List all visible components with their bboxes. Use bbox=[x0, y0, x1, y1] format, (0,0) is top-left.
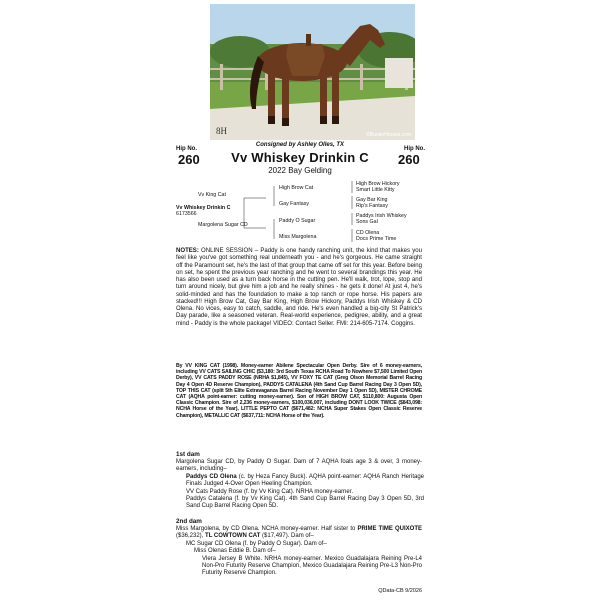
horse-name: Vv Whiskey Drinkin C bbox=[231, 150, 369, 165]
hip-number-right: 260 bbox=[398, 152, 420, 167]
photo-credit: ©BusterHorses.com bbox=[366, 132, 411, 138]
pedigree-g3-6: Sons Gal bbox=[356, 219, 378, 225]
second-dam-line-2: MC Sugar CD Olena (f. by Paddy O Sugar). Dam of– bbox=[186, 541, 327, 547]
pedigree-sire: Vv King Cat bbox=[198, 192, 226, 198]
consigned-by: Consigned by Ashley Olles, TX bbox=[255, 142, 345, 148]
notes-text: ONLINE SESSION – Paddy is one handy ranching unit, the kind that makes you feel like you've got something real underneath you - and he's gorgeous. He came straight off the Paramount set, he's the last of that group that came off set for this year. Before being on set, he spent the previous year ranching and he went to several brandings this year. He has also been used as a turn back horse in the cutting pen. He'll walk, trot, lope, stop and turn around nicely, but give him a job and he really shines - he gets it done! At just 4, he's solid-minded and has the foundation to make a top ranch or rope horse. His papers are stacked!!! High Brow Cat, Gay Bar King, High Brow Hickory, Paddys Irish Whiskey & CD Olena. No vices, easy to catch, saddle, and ride. He's even handled a big-city St Patrick's Day parade, like a seasoned veteran. Real-world experience, pedigree, ability, and a great mind - Paddy is the whole package! VIDEO: Contact Seller. FMI: 214-605-7174. Coggins. bbox=[176, 248, 422, 327]
pedigree-reg-number: 6173566 bbox=[176, 211, 197, 217]
pedigree-g3-5: Paddys Irish Whiskey bbox=[356, 213, 407, 219]
pedigree-g3-2: Smart Little Kitty bbox=[356, 187, 395, 193]
first-dam-intro: Margolena Sugar CD, by Paddy O Sugar. Dam of 7 AQHA foals age 3 & over, 3 money-earners, including– bbox=[176, 459, 422, 473]
first-dam-title: 1st dam bbox=[176, 451, 200, 458]
pedigree-sire-sire: High Brow Cat bbox=[279, 185, 314, 191]
brand-mark: 8H bbox=[216, 126, 227, 136]
pedigree-dam-dam: Miss Margolena bbox=[279, 234, 317, 240]
first-dam-entry-2: VV Cats Paddy Rose (f. by Vv King Cat). NRHA money-earner. bbox=[186, 489, 354, 495]
pedigree-g3-7: CD Olena bbox=[356, 230, 380, 236]
notes-paragraph bbox=[176, 248, 422, 328]
pedigree-g3-1: High Brow Hickory bbox=[356, 181, 400, 187]
pedigree-lines bbox=[0, 0, 600, 250]
pedigree-g3-4: Rip's Fantasy bbox=[356, 203, 388, 209]
hip-label-left: Hip No. bbox=[176, 146, 197, 152]
pedigree-dam: Margolena Sugar CD bbox=[198, 222, 248, 228]
first-dam-entry-1: Paddys CD Olena (c. by Heza Fancy Buck). AQHA point-earner: AQHA Ranch Heritage Finals Judged 4-Over Open Heeling Champion. bbox=[186, 474, 425, 488]
pedigree-g3-3: Gay Bar King bbox=[356, 197, 388, 203]
second-dam-line-3: Miss Olenas Eddie B. Dam of– bbox=[194, 548, 276, 554]
pedigree-g3-8: Docs Prime Time bbox=[356, 236, 397, 242]
second-dam-line-4: Vlera Jersey B White. NRHA money-earner. Mexico Guadalajara Reining Pre-L4 Non-Pro Futurity Reserve Champion, Mexico Guadalajara Reining Pre-L3 Non-Pro Futurity Reserve Champion. bbox=[202, 556, 422, 577]
second-dam-title: 2nd dam bbox=[176, 518, 202, 525]
second-dam-intro: Miss Margolena, by CD Olena. NCHA money-earner. Half sister to PRIME TIME QUIXOTE ($36,232), TL COWTOWN CAT ($17,497). Dam of– bbox=[176, 526, 422, 540]
pedigree-sire-dam: Gay Fantasy bbox=[279, 201, 310, 207]
notes-label: NOTES: bbox=[176, 248, 199, 254]
pedigree-dam-sire: Paddy O Sugar bbox=[279, 218, 316, 224]
pedigree-subject: Vv Whiskey Drinkin C bbox=[176, 205, 231, 211]
hip-label-right: Hip No. bbox=[404, 146, 425, 152]
footer-code: QData-CB 9/2026 bbox=[378, 588, 422, 594]
hip-number-left: 260 bbox=[178, 152, 200, 167]
horse-description: 2022 Bay Gelding bbox=[268, 166, 332, 175]
first-dam-entry-3: Paddys Catalena (f. by Vv King Cat). 4th Sand Cup Barrel Racing Day 3 Open 5D, 3rd Sand Cup Barrel Racing Open 5D. bbox=[186, 496, 424, 510]
sire-paragraph: By VV KING CAT (1998). Money-earner Abilene Spectacular Open Derby. Sire of 6 money-earners, including VV CATS SAILING CHIC ($3,180: 3rd South Texas RCHA Road To Nowhere $7,500 Limited Open Derby), VV CATS PADDY ROSE (NRHA $1,845), VV FOXY TE CAT (Greg Olson Memorial Barrel Racing Day 4 Open 4D Reserve Champion), PADDYS CATALENA (4th Sand Cup Barrel Racing Day 3 Open 5D), TOP THIS CAT (split 5th Elite Extravaganza Barrel Racing November Day 1 Open 5D), MISTER CHROME CAT (AQHA point-earner: cutting money-earner). Son of HIGH BROW CAT, $110,800: Augusta Open Classic Champion. Sire of 2,236 money-earners, $100,036,007, including DONT LOOK TWICE ($843,098: NCHA Horse of the Year), LITTLE PEPTO CAT ($671,482: NCHA Super Stakes Open Classic Reserve Champion), METALLIC CAT ($637,711: NCHA Horse of the Year). bbox=[176, 363, 422, 419]
